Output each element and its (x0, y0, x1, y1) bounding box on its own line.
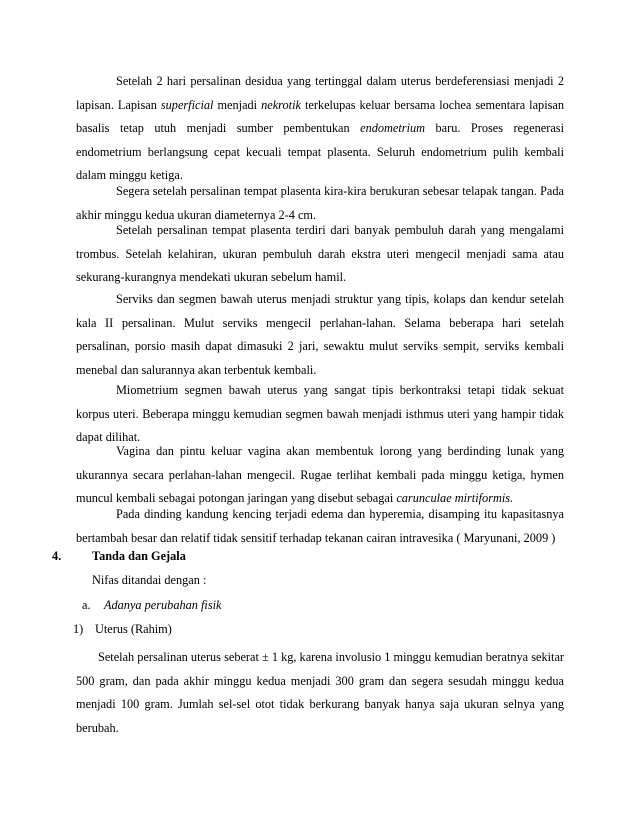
term-nekrotik: nekrotik (261, 97, 301, 112)
section-number: 4. (52, 549, 62, 563)
paragraph-desidua: Setelah 2 hari persalinan desidua yang tertinggal dalam uterus berdeferensiasi menjadi 2 lapisan. Lapisan superficial menjadi nekrotik terkelupas keluar bersama lochea sementara lapisan basalis tetap utuh menjadi sumber pembentukan endometrium baru. Proses regenerasi endometrium berlangsung cepat kecuali tempat plasenta. Seluruh endometrium pulih kembali dalam minggu ketiga. (76, 74, 564, 182)
sub-title: Adanya perubahan fisik (104, 598, 222, 612)
term-endometrium: endometrium (360, 121, 426, 135)
paragraph-miometrium: Miometrium segmen bawah uterus yang sangat tipis berkontraksi tetapi tidak sekuat korpus uteri. Beberapa minggu kemudian segmen bawah menjadi isthmus uteri yang hampir tidak dapat dilihat. (76, 383, 564, 444)
paragraph-uterus-weight: Setelah persalinan uterus seberat ± 1 kg, karena involusio 1 minggu kemudian beratnya sekitar 500 gram, dan pada akhir minggu kedua menjadi 300 gram dan segera sesudah minggu kedua menjadi 100 gram. Jumlah sel-sel otot tidak berkurang banyak hanya saja ukuran selnya yang berubah. (76, 650, 564, 735)
paragraph-trombus: Setelah persalinan tempat plasenta terdiri dari banyak pembuluh darah yang mengalami trombus. Setelah kelahiran, ukuran pembuluh darah ekstra uteri mengecil menjadi sama atau sekurang-kurangnya mendekati ukuran sebelum hamil. (76, 223, 564, 284)
paragraph-kandung-kencing: Pada dinding kandung kencing terjadi edema dan hyperemia, disamping itu kapasitasnya bertambah besar dan relatif tidak sensitif terhadap tekanan cairan intravesika ( Maryunani, 2009 ) (76, 507, 564, 545)
item-title: Uterus (Rahim) (95, 622, 172, 636)
sub-letter: a. (82, 598, 91, 612)
section-title: Tanda dan Gejala (92, 549, 186, 563)
section-intro: Nifas ditandai dengan : (92, 573, 207, 587)
paragraph-plasenta-size: Segera setelah persalinan tempat plasenta kira-kira berukuran sebesar telapak tangan. Pada akhir minggu kedua ukuran diameternya 2-4 cm. (76, 184, 564, 222)
item-number: 1) (73, 622, 84, 636)
paragraph-serviks: Serviks dan segmen bawah uterus menjadi struktur yang tipis, kolaps dan kendur setelah kala II persalinan. Mulut serviks mengecil perlahan-lahan. Selama beberapa hari setelah persalinan, porsio masih dapat dimasuki 2 jari, sewaktu mulut serviks sempit, serviks kembali menebal dan salurannya akan terbentuk kembali. (76, 292, 564, 377)
term-carunculae: carunculae mirtiformis. (396, 491, 514, 505)
paragraph-vagina: Vagina dan pintu keluar vagina akan membentuk lorong yang berdinding lunak yang ukurannya secara perlahan-lahan mengecil. Rugae terlihat kembali pada minggu ketiga, hymen muncul kembali sebagai potongan jaringan yang disebut sebagai carunculae mirtiformis. (76, 444, 564, 505)
term-superficial: superficial (160, 97, 214, 112)
